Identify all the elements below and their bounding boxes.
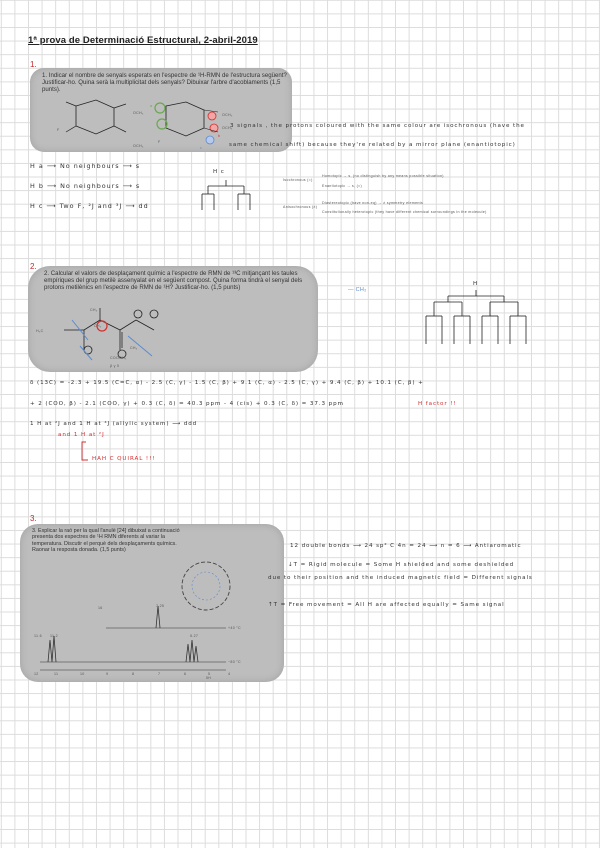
q2-label-h3c: H₃C [36,329,44,333]
q3-axis-tick-5: 5 [208,672,211,676]
q1-label-a: a [150,104,153,108]
q2-h-factor: H factor !! [418,401,457,407]
q2-coupling-tree [418,290,534,346]
q2-label-ch3: CH₃ [90,308,98,312]
q1-note-3: Diastereotopic (have non-eq) → ≠ symmetry elements [322,201,424,205]
q3-spectrum [26,596,240,680]
q1-side-note-1: Isochronous (=) [283,178,313,182]
q3-peak-b3: 5.27 [190,634,199,638]
q1-number: 1. [30,60,37,69]
q2-tree-label: H [473,281,479,287]
q3-peak-top: 7.25 [156,604,165,608]
q1-label-och3a: OCH₃ [133,111,144,115]
q2-calc-line2: + 2 (COO, β) - 2.1 (COO, γ) + 0.3 (C, δ) = 40.3 ppm - 4 (cis) + 0.3 (C, δ) = 37.3 ppm [30,401,344,407]
q2-number: 2. [30,262,37,271]
q1-note-4: Constitutionally heterotopic (they have different chemical surroundings in the molecule) [322,210,487,214]
q3-temp-bottom: −80 °C [228,660,241,664]
q3-axis-tick-9: 9 [106,672,109,676]
q3-axis-tick-10: 10 [80,672,85,676]
q3-peak-b1: 11.6 [34,634,42,638]
q1-tree-label: H c [213,169,225,175]
q1-label-f2: F [158,140,161,144]
page-title: 1ª prova de Determinació Estructural, 2-abril-2019 [28,35,258,46]
q3-temp-top: +40 °C [228,626,241,630]
q3-axis-tick-7: 7 [158,672,161,676]
q3-number: 3. [30,514,37,523]
q1-label-b: b [218,134,221,138]
q3-peak-b2: 11.2 [50,634,58,638]
q2-coupling-line1: 1 H at ²J and 1 H at ⁴J (allylic system) ⟶ ddd [30,421,198,427]
q2-label-cooch3: COOCH₃ [110,356,127,360]
q2-label-greek: β γ δ [110,364,120,368]
q2-statement: 2. Calcular el valors de desplaçament químic a l'espectre de RMN de ¹³C mitjançant les taules empíriques del grup metilè assenyalat en el següent compost. Quina forma tindrà el senyal dels protons metilènics en l'espectre de RMN de ¹H? Justificar-ho. (1,5 punts) [44,270,303,291]
q2-photo [28,266,318,372]
q1-answer-line2: same chemical shift) because they're related by a mirror plane (enantiotopic) [229,142,516,148]
q1-side-note-2: Anisochronous (≠) [283,205,318,209]
q3-answer-line2: ↓T = Rigid molecule = Some H shielded and some deshielded [288,562,515,568]
q1-coupling-tree [196,178,256,218]
q3-statement: 3. Explicar la raó per la qual l'anulè [24] dibuixat a continuació presenta dos espectres de ¹H RMN diferents al variar la temperatura. Discutir el perquè dels desplaçaments químics. Raonar la resposta donada. (1,5 punts) [32,528,180,553]
q3-answer-line4: ↑T = Free movement = All H are affected equally = Same signal [268,602,505,608]
q3-axis-tick-4: 4 [228,672,231,676]
q3-axis-tick-11: 11 [54,672,59,676]
q3-answer-line1: 12 double bonds ⟶ 24 sp² C 4n = 24 ⟶ n = 6 ⟶ Antiaromatic [290,543,522,549]
q3-axis-tick-8: 8 [132,672,135,676]
q1-label-och3b: OCH₃ [133,144,144,148]
q2-label-ch3b: CH₃ [130,346,138,350]
q3-axis-tick-6: 6 [184,672,187,676]
q1-hb-line: H b ⟶ No neighbours ⟶ s [30,182,141,190]
q1-note-2: Enantiotopic → s, (=) [322,184,362,188]
q3-answer-line3: due to their position and the induced magnetic field = Different signals [268,575,533,581]
q3-axis-label: δH [206,676,212,680]
q1-hc-line: H c ⟶ Two F, ²J and ³J ⟶ dd [30,202,149,210]
q1-label-och3c: OCH₃ [222,113,233,117]
q2-label-ch2: CH₂ [94,324,102,328]
q2-ch2-label: — CH₂ [348,287,367,293]
q1-note-1: Homotopic → s, (no distinguish by any means possible situation) [322,174,444,178]
q3-axis-tick-12: 12 [34,672,39,676]
q2-correction: HAH C QUIRAL !!! [92,456,156,462]
q2-correction-bracket [80,440,92,464]
q1-ha-line: H a ⟶ No neighbours ⟶ s [30,162,141,170]
q2-calc-line1: δ (13C) = -2.3 + 19.5 (C=C, α) - 2.5 (C, γ) - 1.5 (C, β) + 9.1 (C, α) - 2.5 (C, γ) + 9.4 (C, β) + 10.1 (C, β) + [30,380,424,386]
q1-answer-line1: 3 signals , the protons coloured with the same colour are isochronous (have the [230,123,525,129]
q3-photo [20,524,284,682]
q1-label-och3d: OCH₃ [222,126,233,130]
q3-h1: 16 [98,606,103,610]
q1-label-c: c [200,146,203,150]
q1-statement: 1. Indicar el nombre de senyals esperats en l'espectre de ¹H-RMN de l'estructura següent? Justificar-ho. Quina serà la multiplicitat dels senyals? Dibuixar l'arbre d'acoblaments (1,5 punts). [42,72,287,93]
q1-photo [30,68,292,152]
q2-coupling-line2: and 1 H at ²J [58,432,105,438]
q1-label-f: F [57,128,60,132]
